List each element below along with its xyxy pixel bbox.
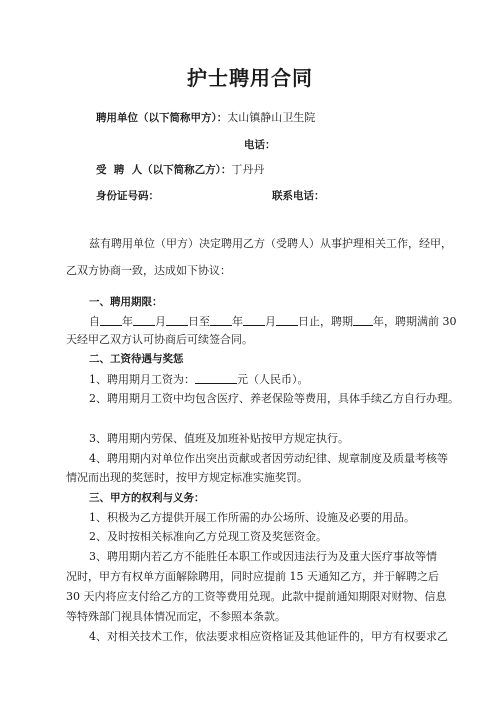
section3-heading-text: 三、甲方的权利与义务： (89, 492, 205, 504)
blank-line (243, 314, 265, 326)
section1-heading (89, 295, 163, 309)
term-text: 日至 (188, 315, 210, 328)
section3-item2: 2、及时按相关标准向乙方兑现工资及奖惩资金。 (89, 530, 327, 543)
term-text: 年 (122, 315, 133, 328)
blank-line (133, 314, 155, 326)
blank-line (276, 314, 298, 326)
employer-label: 聘用单位（以下简称甲方）： (96, 112, 228, 124)
section2-item2: 2、聘用期月工资中均包含医疗、养老保险等费用，具体手续乙方自行办理。 (89, 392, 459, 405)
term-line-2: 天经甲乙双方认可协商后可续签合同。 (66, 333, 253, 346)
term-text: 年 (232, 315, 243, 328)
term-text: 日止，聘期 (298, 315, 353, 328)
section3-item4: 4、对相关技术工作，依法要求相应资格证及其他证件的，甲方有权要求乙 (89, 630, 448, 643)
section2-item3: 3、聘用期内劳保、值班及加班补贴按甲方规定执行。 (89, 432, 349, 445)
employee-line (96, 163, 264, 177)
wage-prefix: 1、聘用期月工资为： (89, 373, 195, 386)
intro-line-2: 乙双方协商一致，达成如下协议： (66, 264, 231, 277)
blank-line (353, 314, 373, 326)
blank-line (100, 314, 122, 326)
section2-item4-line2: 情况而出现的奖惩时，按甲方规定标准实施奖罚。 (66, 471, 308, 484)
intro-line-1: 兹有聘用单位（甲方）决定聘用乙方（受聘人）从事护理相关工作，经甲， (89, 237, 452, 250)
section2-item4-line1: 4、聘用期内对单位作出突出贡献或者因劳动纪律、规章制度及质量考核等 (89, 452, 448, 465)
section3-item3-line2: 况时，甲方有权单方面解除聘用，同时应提前 15 天通知乙方，并于解聘之后 (66, 570, 439, 583)
blank-line (210, 314, 232, 326)
section2-heading (89, 352, 184, 366)
employer-line (96, 111, 315, 125)
section3-item3-line3: 30 天内将应支付给乙方的工资等费用兑现。此款中提前通知期限对财物、信息 (66, 590, 447, 603)
section3-item3-line4: 等特殊部门视具体情况而定，不参照本条款。 (66, 610, 286, 623)
section3-item1: 1、积极为乙方提供开展工作所需的办公场所、设施及必要的用品。 (89, 511, 415, 524)
term-text: 年，聘期满前 30 (373, 315, 457, 328)
contact-phone-line (272, 189, 325, 203)
employer-value: 太山镇静山卫生院 (227, 111, 316, 124)
wage-line (89, 372, 309, 387)
id-number-label: 身份证号码： (96, 190, 159, 202)
phone-line (244, 138, 276, 152)
employee-label: 受 聘 人（以下简称乙方）： (96, 164, 232, 176)
employee-value: 丁丹丹 (231, 163, 265, 176)
contact-phone-label: 联系电话： (272, 190, 325, 202)
section3-item3-line1: 3、聘用期内若乙方不能胜任本职工作或因违法行为及重大医疗事故等情 (89, 550, 437, 563)
section2-heading-text: 二、工资待遇与奖惩 (89, 353, 184, 365)
term-text: 月 (265, 315, 276, 328)
id-number-line (96, 189, 159, 203)
blank-line (166, 314, 188, 326)
phone-label: 电话： (244, 139, 276, 151)
document-title: 护士聘用合同 (187, 66, 313, 90)
term-line (89, 314, 457, 329)
section3-heading (89, 491, 205, 505)
term-text: 自 (89, 315, 100, 328)
wage-suffix: 元（人民币）。 (237, 373, 309, 386)
term-text: 月 (155, 315, 166, 328)
blank-line (195, 372, 237, 384)
section1-heading-text: 一、聘用期限： (89, 296, 163, 308)
